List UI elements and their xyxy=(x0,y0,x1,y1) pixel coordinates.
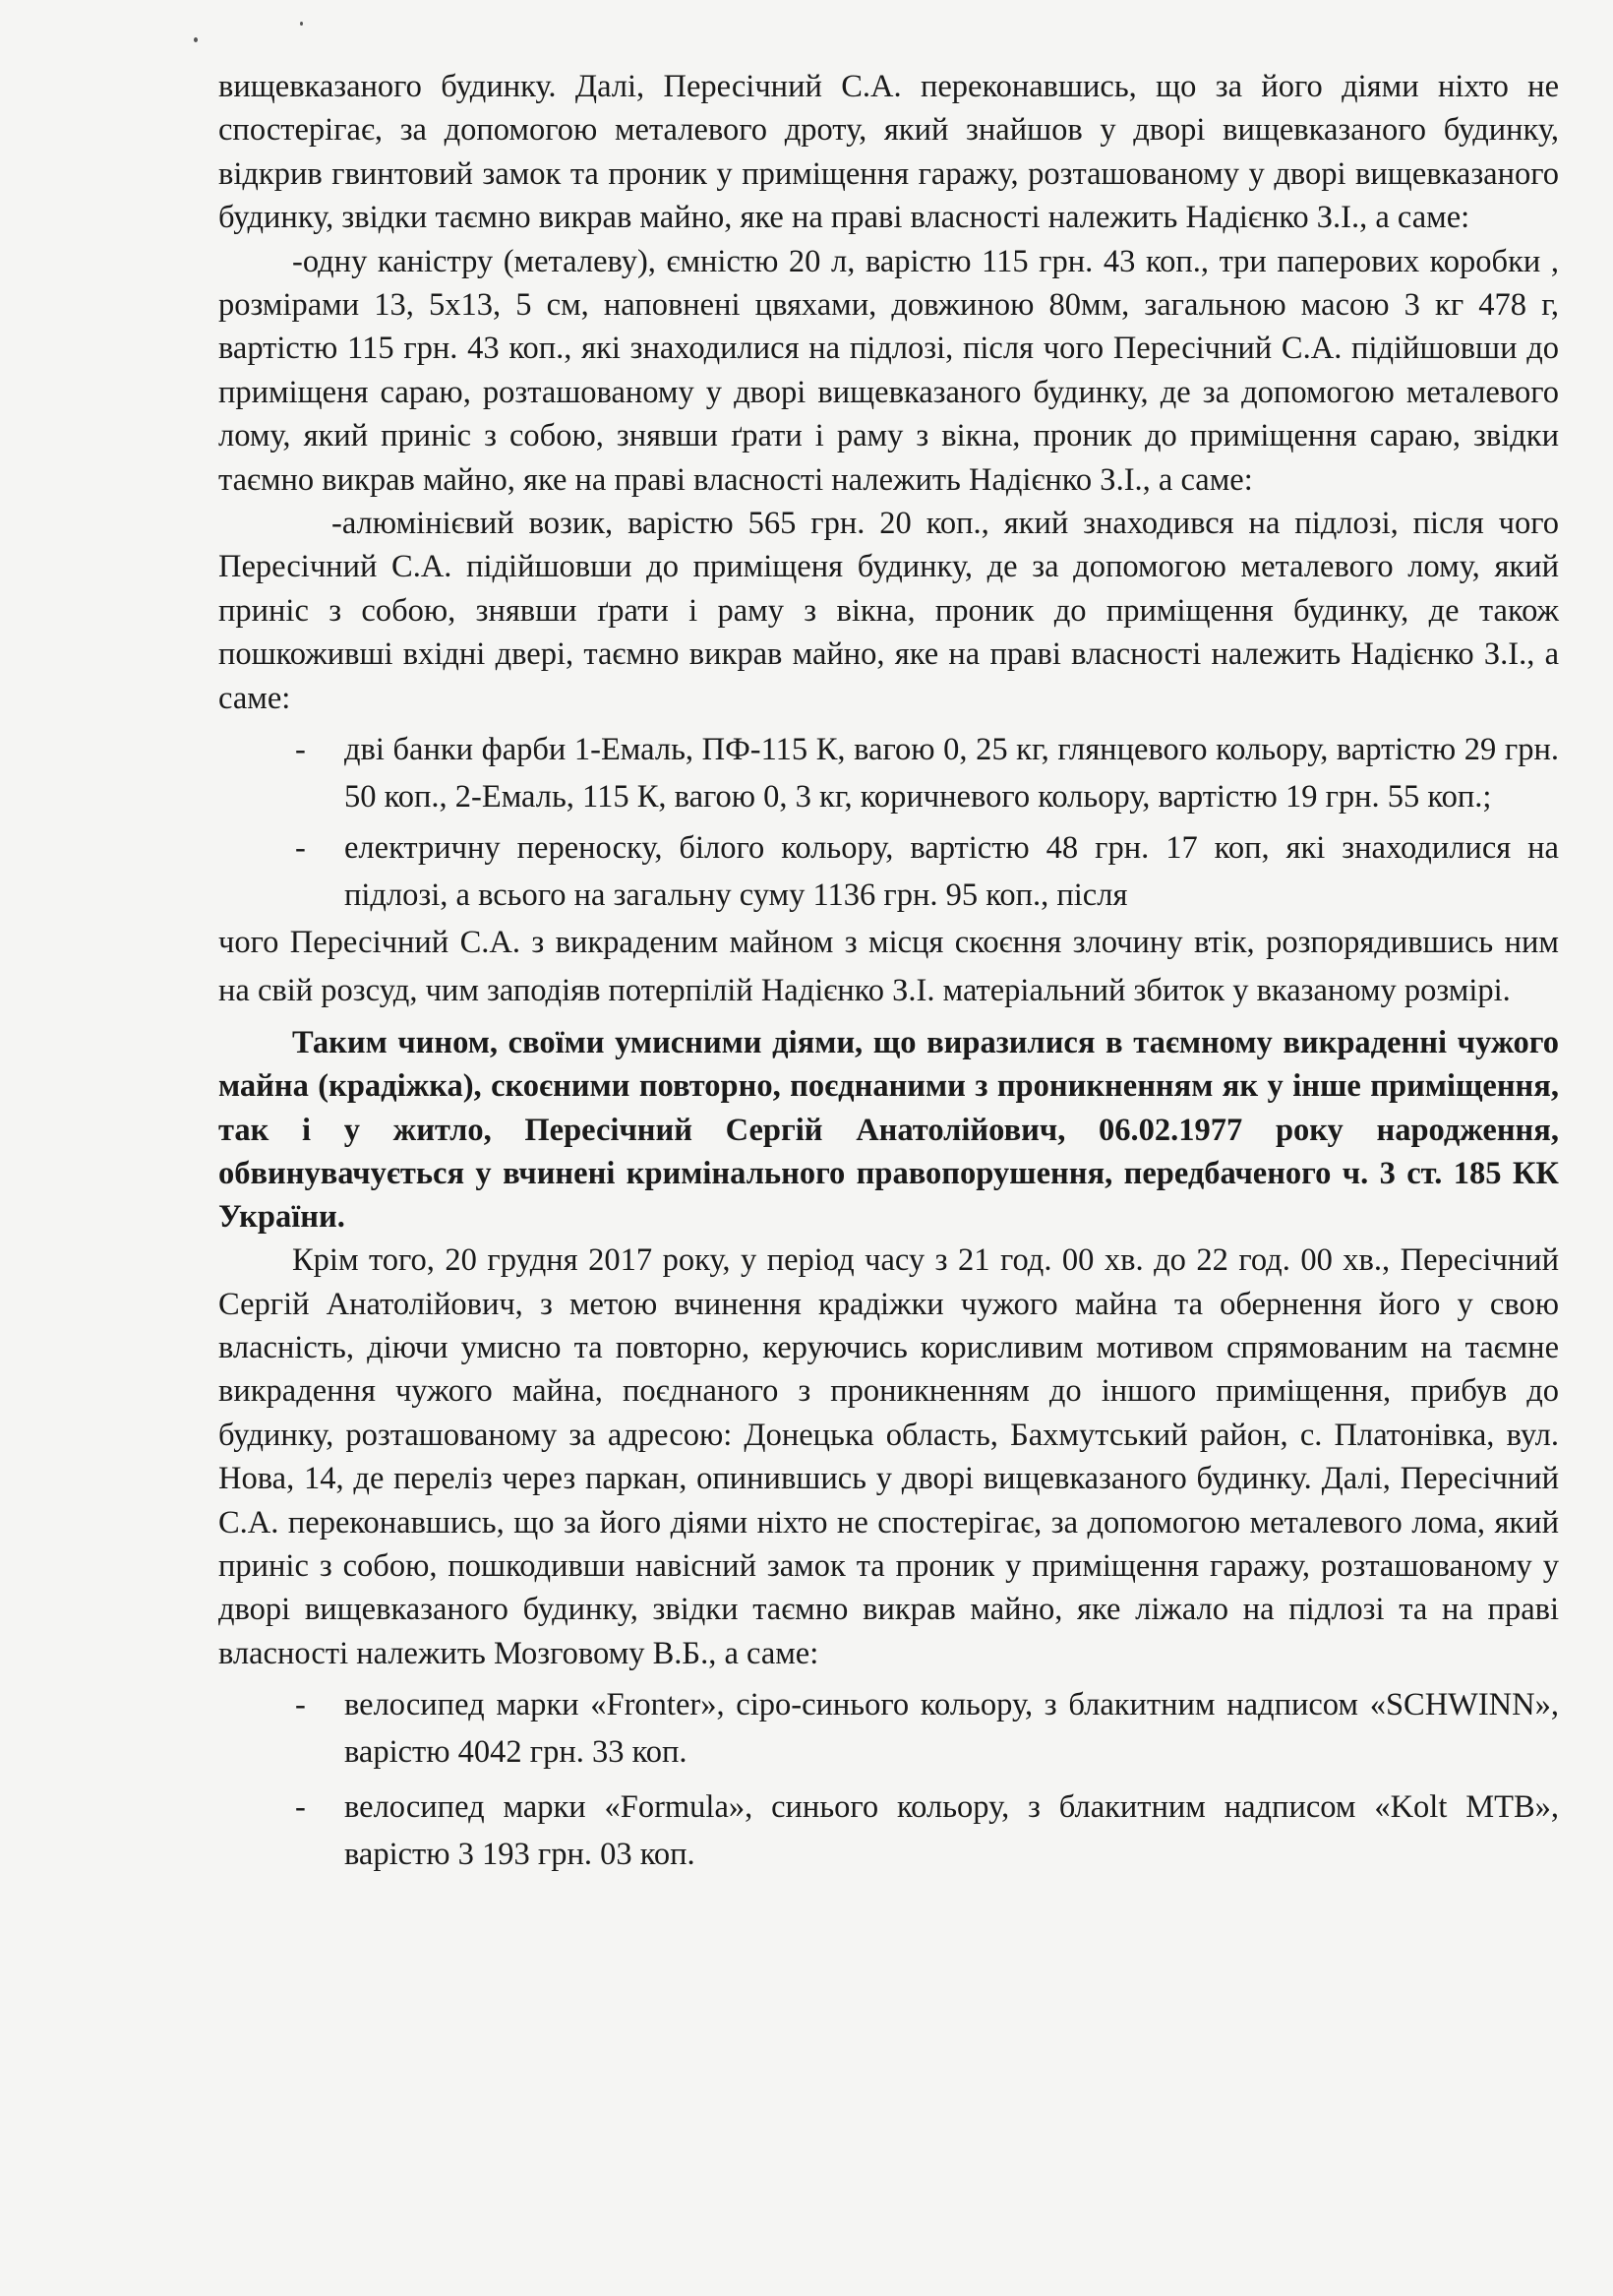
paragraph-3: -алюмінієвий возик, варістю 565 грн. 20 коп., який знаходився на підлозі, після чого Пересічний С.А. підійшовши до приміщеня будинку, де за допомогою металевого лому, який приніс з собою, знявши ґрати і раму з вікна, проник до приміщення будинку, де також пошкоживші вхідні двері, таємно викрав майно, яке на праві власності належить Надієнко З.І., а саме: xyxy=(218,506,1559,716)
list-item: - електричну переноску, білого кольору, вартістю 48 грн. 17 коп, які знаходилися на підлозі, а всього на загальну суму 1136 грн. 95 коп., після xyxy=(295,830,1559,914)
paragraph-4: чого Пересічний С.А. з викраденим майном з місця скоєння злочину втік, розпорядившись ним на свій розсуд, чим заподіяв потерпілій Надієнко З.І. матеріальний збиток у вказаному розмірі. xyxy=(218,925,1559,1009)
stolen-items-list-1 xyxy=(218,726,1559,919)
paragraph-conclusion: Таким чином, своїми умисними діями, що виразилися в таємному викраденні чужого майна (крадіжка), скоєними повторно, поєднаними з проникненням як у інше приміщення, так і у житло, Пересічний Сергій Анатолійович, 06.02.1977 року народження, обвинувачується у вчинені кримінального правопорушення, передбаченого ч. 3 ст. 185 КК України. xyxy=(218,1025,1559,1235)
scan-speck xyxy=(300,22,303,26)
paragraph-1: вищевказаного будинку. Далі, Пересічний С.А. переконавшись, що за його діями ніхто не спостерігає, за допомогою металевого дроту, який знайшов у дворі вищевказаного будинку, відкрив гвинтовий замок та проник у приміщення гаражу, розташованому у дворі вищевказаного будинку, звідки таємно викрав майно, яке на праві власності належить Надієнко З.І., а саме: xyxy=(218,69,1559,236)
list-item: - велосипед марки «Formula», синього кольору, з блакитним надписом «Kolt MTB», варістю 3 193 грн. 03 коп. xyxy=(295,1789,1559,1873)
paragraph-6: Крім того, 20 грудня 2017 року, у період часу з 21 год. 00 хв. до 22 год. 00 хв., Пересічний Сергій Анатолійович, з метою вчинення крадіжки чужого майна та обернення його у свою власність, діючи умисно та повторно, керуючись корисливим мотивом спрямованим на таємне викрадення чужого майна, поєднаного з проникненням до іншого приміщення, прибув до будинку, розташованому за адресою: Донецька область, Бахмутський район, с. Платонівка, вул. Нова, 14, де переліз через паркан, опинившись у дворі вищевказаного будинку. Далі, Пересічний С.А. переконавшись, що за його діями ніхто не спостерігає, за допомогою металевого лома, який приніс з собою, пошкодивши навісний замок та проник у приміщення гаражу, розташованому у дворі вищевказаного будинку, звідки таємно викрав майно, яке ліжало на підлозі та на праві власності належить Мозговому В.Б., а саме: xyxy=(218,1242,1559,1671)
list-item: - велосипед марки «Fronter», сіро-синього кольору, з блакитним надписом «SCHWINN», варістю 4042 грн. 33 коп. xyxy=(295,1687,1559,1771)
list-item: - дві банки фарби 1-Емаль, ПФ-115 К, вагою 0, 25 кг, глянцевого кольору, вартістю 29 грн. 50 коп., 2-Емаль, 115 К, вагою 0, 3 кг, коричневого кольору, вартістю 19 грн. 55 коп.; xyxy=(295,732,1559,816)
paragraph-2: -одну каністру (металеву), ємністю 20 л, варістю 115 грн. 43 коп., три паперових коробки , розмірами 13, 5х13, 5 см, наповнені цвяхами, довжиною 80мм, загальною масою 3 кг 478 г, вартістю 115 грн. 43 коп., які знаходилися на підлозі, після чого Пересічний С.А. підійшовши до приміщеня сараю, розташованому у дворі вищевказаного будинку, де за допомогою металевого лому, який приніс з собою, знявши ґрати і раму з вікна, проник до приміщення сараю, звідки таємно викрав майно, яке на праві власності належить Надієнко З.І., а саме: xyxy=(218,243,1559,498)
stolen-items-list-2 xyxy=(218,1681,1559,1878)
scan-speck xyxy=(194,37,198,42)
